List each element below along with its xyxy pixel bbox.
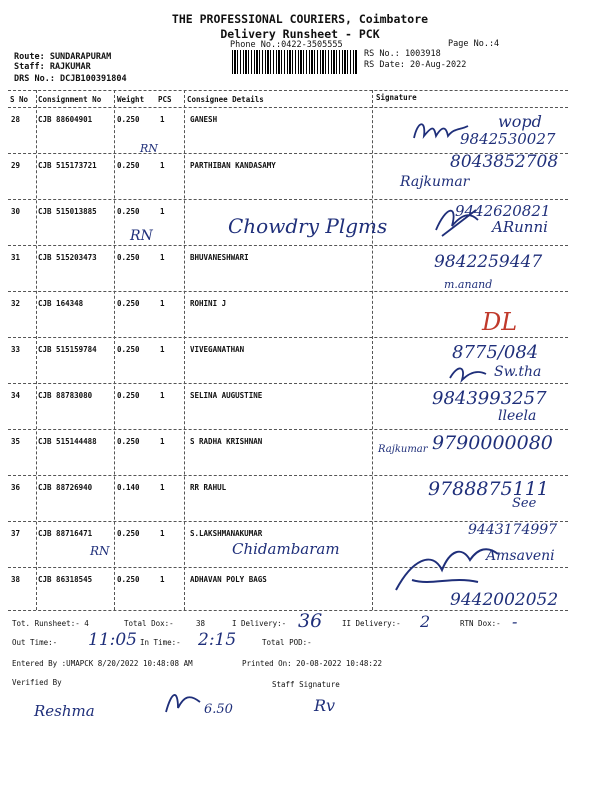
signature-scribble-33 bbox=[448, 362, 488, 386]
row-divider bbox=[8, 429, 568, 430]
handwritten-note-28: wopd bbox=[498, 112, 542, 131]
row-pcs: 1 bbox=[160, 299, 165, 308]
handwritten-dl-32: DL bbox=[482, 308, 518, 336]
row-consignee: ROHINI J bbox=[190, 299, 227, 308]
out-time-value: 11:05 bbox=[88, 630, 137, 650]
row-weight: 0.250 bbox=[117, 437, 140, 446]
page-number: Page No.:4 bbox=[448, 39, 500, 49]
in-time-value: 2:15 bbox=[198, 630, 237, 650]
total-dox-label: Total Dox:- bbox=[124, 619, 174, 628]
row-consignee: BHUVANESHWARI bbox=[190, 253, 249, 262]
row-consignee: S RADHA KRISHNAN bbox=[190, 437, 263, 446]
row-sno: 28 bbox=[11, 115, 21, 124]
header-top-rule bbox=[8, 90, 568, 91]
row-consignment-no: CJB 88783080 bbox=[38, 391, 93, 400]
in-time-label: In Time:- bbox=[140, 638, 181, 647]
col-header-consignee: Consignee Details bbox=[187, 95, 264, 104]
row-pcs: 1 bbox=[160, 207, 165, 216]
row-weight: 0.250 bbox=[117, 575, 140, 584]
row-pcs: 1 bbox=[160, 345, 165, 354]
handwritten-name-30: ARunni bbox=[492, 218, 548, 236]
row-consignee: RR RAHUL bbox=[190, 483, 227, 492]
handwritten-phone-30: 9442620821 bbox=[455, 202, 551, 220]
row-divider bbox=[8, 245, 568, 246]
row-divider bbox=[8, 475, 568, 476]
row-consignment-no: CJB 88604901 bbox=[38, 115, 93, 124]
row-pcs: 1 bbox=[160, 575, 165, 584]
row-consignee: PARTHIBAN KANDASAMY bbox=[190, 161, 276, 170]
verified-by-label: Verified By bbox=[12, 678, 62, 687]
handwritten-phone-35: 9790000080 bbox=[432, 432, 553, 454]
col-header-consignment: Consignment No bbox=[38, 95, 102, 104]
row-consignee: GANESH bbox=[190, 115, 218, 124]
verified-by-signature: Reshma bbox=[34, 702, 95, 720]
row-consignment-no: CJB 515144488 bbox=[38, 437, 97, 446]
rtn-dox-label: RTN Dox:- bbox=[460, 619, 501, 628]
row-consignment-no: CJB 164348 bbox=[38, 299, 84, 308]
handwritten-phone-29: 8043852708 bbox=[450, 152, 559, 172]
total-runsheet: Tot. Runsheet:- 4 bbox=[12, 619, 89, 628]
handwritten-mark-30: RN bbox=[130, 228, 153, 244]
row-consignment-no: CJB 88726940 bbox=[38, 483, 93, 492]
total-dox-value: 38 bbox=[196, 619, 206, 628]
col-divider-4 bbox=[372, 90, 373, 610]
row-sno: 34 bbox=[11, 391, 21, 400]
row-divider bbox=[8, 337, 568, 338]
row-divider bbox=[8, 199, 568, 200]
staff-signature-label: Staff Signature bbox=[272, 680, 340, 689]
row-sno: 33 bbox=[11, 345, 21, 354]
row-pcs: 1 bbox=[160, 115, 165, 124]
company-name: THE PROFESSIONAL COURIERS, Coimbatore bbox=[171, 12, 429, 26]
handwritten-company-30: Chowdry Plgms bbox=[228, 214, 388, 238]
header-bottom-rule bbox=[8, 107, 568, 108]
col-header-signature: Signature bbox=[376, 93, 417, 102]
handwritten-phone-28: 9842530027 bbox=[460, 130, 556, 148]
col-divider-3 bbox=[184, 90, 185, 610]
col-divider-2 bbox=[114, 90, 115, 610]
row-divider bbox=[8, 291, 568, 292]
handwritten-phone-34: 9843993257 bbox=[432, 388, 547, 409]
barcode-image bbox=[232, 50, 358, 74]
col-header-pcs: PCS bbox=[158, 95, 172, 104]
row-weight: 0.250 bbox=[117, 207, 140, 216]
row-weight: 0.250 bbox=[117, 253, 140, 262]
row-weight: 0.250 bbox=[117, 115, 140, 124]
row-sno: 35 bbox=[11, 437, 21, 446]
row-pcs: 1 bbox=[160, 529, 165, 538]
out-time-label: Out Time:- bbox=[12, 638, 58, 647]
handwritten-name-34: lleela bbox=[498, 408, 537, 424]
printed-on: Printed On: 20-08-2022 10:48:22 bbox=[242, 659, 382, 668]
row-consignee: S.LAKSHMANAKUMAR bbox=[190, 529, 263, 538]
handwritten-phone-33: 8775/084 bbox=[452, 342, 539, 363]
row-pcs: 1 bbox=[160, 437, 165, 446]
i-delivery-value: 36 bbox=[298, 610, 323, 632]
ii-delivery-value: 2 bbox=[420, 612, 431, 631]
row-sno: 31 bbox=[11, 253, 21, 262]
rs-date: RS Date: 20-Aug-2022 bbox=[364, 60, 467, 70]
row-consignee: ADHAVAN POLY BAGS bbox=[190, 575, 267, 584]
row-sno: 37 bbox=[11, 529, 21, 538]
i-delivery-label: I Delivery:- bbox=[232, 619, 287, 628]
phone-number: Phone No.:0422-3505555 bbox=[230, 40, 343, 50]
row-weight: 0.250 bbox=[117, 529, 140, 538]
signature-scribble-30 bbox=[432, 200, 482, 240]
row-weight: 0.250 bbox=[117, 345, 140, 354]
total-pod-label: Total POD:- bbox=[262, 638, 312, 647]
handwritten-name-37: Amsaveni bbox=[486, 548, 555, 564]
row-consignee: SELINA AUGUSTINE bbox=[190, 391, 263, 400]
row-sno: 36 bbox=[11, 483, 21, 492]
handwritten-phone-37: 9443174997 bbox=[468, 522, 558, 538]
row-consignee: VIVEGANATHAN bbox=[190, 345, 245, 354]
row-consignment-no: CJB 86318545 bbox=[38, 575, 93, 584]
table-end-rule bbox=[8, 610, 568, 611]
handwritten-mark-29: RN bbox=[140, 142, 158, 155]
row-consignment-no: CJB 515173721 bbox=[38, 161, 97, 170]
col-divider-1 bbox=[36, 90, 37, 610]
row-consignment-no: CJB 88716471 bbox=[38, 529, 93, 538]
row-weight: 0.250 bbox=[117, 299, 140, 308]
row-sno: 30 bbox=[11, 207, 21, 216]
handwritten-name-33: Sw.tha bbox=[494, 364, 542, 380]
col-header-sno: S No bbox=[10, 95, 29, 104]
row-pcs: 1 bbox=[160, 391, 165, 400]
handwritten-name-36: See bbox=[512, 496, 537, 511]
handwritten-phone-36: 9788875111 bbox=[428, 478, 549, 500]
staff-signature-mark: Rv bbox=[314, 696, 336, 715]
handwritten-name-31: m.anand bbox=[444, 278, 493, 291]
handwritten-name-29: Rajkumar bbox=[400, 174, 470, 190]
row-sno: 32 bbox=[11, 299, 21, 308]
handwritten-mark-37: RN bbox=[90, 544, 110, 558]
entered-by: Entered By :UMAPCK 8/20/2022 10:48:08 AM bbox=[12, 659, 193, 668]
row-pcs: 1 bbox=[160, 253, 165, 262]
handwritten-place-37: Chidambaram bbox=[232, 540, 340, 558]
verified-by-number: 6.50 bbox=[204, 702, 233, 717]
handwritten-name-35: Rajkumar bbox=[378, 444, 428, 455]
runsheet-subtitle: Delivery Runsheet - PCK bbox=[220, 27, 380, 41]
handwritten-phone-38: 9442002052 bbox=[450, 590, 559, 610]
row-consignment-no: CJB 515013885 bbox=[38, 207, 97, 216]
row-weight: 0.250 bbox=[117, 161, 140, 170]
row-consignment-no: CJB 515159784 bbox=[38, 345, 97, 354]
route-label: Route: SUNDARAPURAM bbox=[14, 52, 112, 62]
row-weight: 0.140 bbox=[117, 483, 140, 492]
drs-number: DRS No.: DCJB100391804 bbox=[14, 74, 127, 84]
row-sno: 38 bbox=[11, 575, 21, 584]
row-pcs: 1 bbox=[160, 483, 165, 492]
verified-initials-scribble bbox=[164, 686, 204, 716]
staff-label: Staff: RAJKUMAR bbox=[14, 62, 91, 72]
row-weight: 0.250 bbox=[117, 391, 140, 400]
ii-delivery-label: II Delivery:- bbox=[342, 619, 401, 628]
handwritten-phone-31: 9842259447 bbox=[434, 252, 543, 272]
rs-number: RS No.: 1003918 bbox=[364, 49, 441, 59]
row-pcs: 1 bbox=[160, 161, 165, 170]
rtn-dox-value: - bbox=[512, 612, 518, 631]
col-header-weight: Weight bbox=[117, 95, 145, 104]
row-consignment-no: CJB 515203473 bbox=[38, 253, 97, 262]
row-sno: 29 bbox=[11, 161, 21, 170]
